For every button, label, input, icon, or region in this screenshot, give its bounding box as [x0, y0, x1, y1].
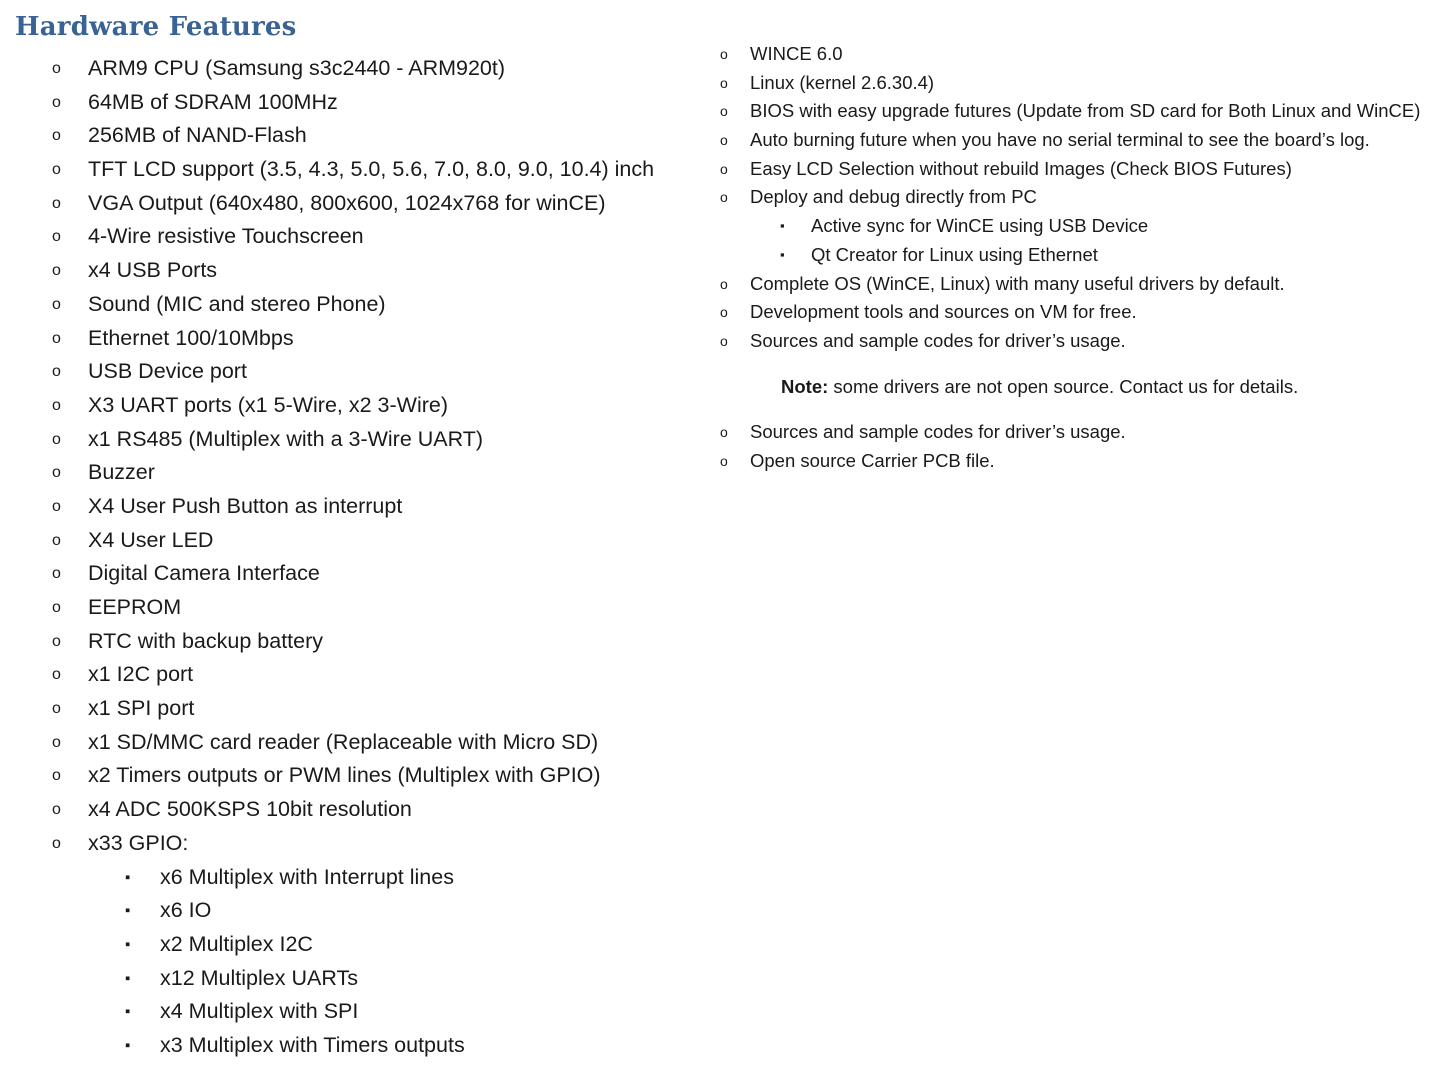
list-item	[0, 759, 700, 793]
list-item	[700, 97, 1440, 126]
list-item	[0, 355, 700, 389]
circle-bullet-icon: o	[720, 160, 728, 177]
list-item	[0, 827, 700, 861]
list-item	[0, 423, 700, 457]
circle-bullet-icon: o	[52, 430, 61, 448]
sub-list-item	[0, 928, 700, 962]
list-item-text: Qt Creator for Linux using Ethernet	[811, 243, 1098, 265]
circle-bullet-icon: o	[52, 295, 61, 313]
list-item-text: BIOS with easy upgrade futures (Update from SD card for Both Linux and WinCE)	[750, 100, 1421, 122]
circle-bullet-icon: o	[52, 262, 61, 280]
list-item	[0, 288, 700, 322]
list-item	[0, 524, 700, 558]
list-item-text: x3 Multiplex with Timers outputs	[160, 1032, 465, 1057]
list-item	[0, 220, 700, 254]
circle-bullet-icon: o	[52, 531, 61, 549]
list-item-text: WINCE 6.0	[750, 43, 843, 64]
list-item	[700, 327, 1440, 356]
list-item-text: Linux (kernel 2.6.30.4)	[750, 71, 935, 93]
list-item-text: Buzzer	[88, 460, 155, 485]
circle-bullet-icon: o	[52, 464, 61, 482]
list-item	[700, 183, 1440, 212]
list-item	[700, 270, 1440, 299]
list-item-text: x4 ADC 500KSPS 10bit resolution	[88, 797, 412, 822]
list-item-text: x6 IO	[160, 898, 212, 923]
list-item-text: x4 USB Ports	[88, 258, 218, 283]
square-bullet-icon: ▪	[125, 868, 131, 886]
circle-bullet-icon: o	[52, 666, 61, 684]
list-item-text: RTC with backup battery	[88, 628, 324, 653]
circle-bullet-icon: o	[52, 228, 61, 246]
circle-bullet-icon: o	[52, 194, 61, 212]
sub-list-item	[0, 861, 700, 895]
circle-bullet-icon: o	[720, 132, 728, 149]
circle-bullet-icon: o	[52, 161, 61, 179]
list-item-text: x1 SPI port	[88, 696, 195, 721]
software-features-list	[700, 40, 1440, 476]
square-bullet-icon: ▪	[125, 1036, 131, 1054]
circle-bullet-icon: o	[52, 599, 61, 616]
list-item-text: x6 Multiplex with Interrupt lines	[160, 864, 454, 889]
list-item	[0, 153, 700, 187]
list-item-text: x1 RS485 (Multiplex with a 3-Wire UART)	[88, 426, 484, 451]
list-item-text: X4 User Push Button as interrupt	[88, 493, 403, 518]
circle-bullet-icon: o	[720, 452, 728, 469]
list-item-text: x2 Timers outputs or PWM lines (Multiplex with GPIO)	[88, 763, 601, 788]
sub-list-item	[0, 962, 700, 996]
list-item-text: Ethernet 100/10Mbps	[88, 325, 294, 350]
circle-bullet-icon: o	[52, 700, 61, 718]
circle-bullet-icon: o	[720, 275, 728, 292]
list-item-text: ARM9 CPU (Samsung s3c2440 - ARM920t)	[88, 56, 506, 80]
list-item-text: Open source Carrier PCB file.	[750, 449, 995, 471]
circle-bullet-icon: o	[52, 127, 61, 145]
list-item-text: Sound (MIC and stereo Phone)	[88, 291, 386, 316]
drivers-note	[700, 373, 1440, 402]
circle-bullet-icon: o	[52, 565, 61, 583]
list-item	[0, 119, 700, 153]
list-item-text: 256MB of NAND-Flash	[88, 123, 307, 148]
list-item	[0, 456, 700, 490]
list-item	[700, 298, 1440, 327]
list-item	[0, 692, 700, 726]
list-item-text: x4 Multiplex with SPI	[160, 999, 359, 1024]
list-item-text: Complete OS (WinCE, Linux) with many useful drivers by default.	[750, 272, 1285, 294]
circle-bullet-icon: o	[52, 329, 61, 347]
circle-bullet-icon: o	[720, 424, 728, 441]
list-item	[0, 793, 700, 827]
list-item-text: Deploy and debug directly from PC	[750, 186, 1037, 208]
list-item	[0, 726, 700, 760]
list-item	[0, 591, 700, 625]
square-bullet-icon: ▪	[780, 218, 785, 234]
list-item-text: x1 I2C port	[88, 662, 194, 687]
circle-bullet-icon: o	[720, 46, 728, 62]
list-item-text: EEPROM	[88, 595, 182, 619]
circle-bullet-icon: o	[720, 304, 728, 321]
list-item-text: Auto burning future when you have no serial terminal to see the board’s log.	[750, 129, 1370, 151]
list-item	[700, 69, 1440, 98]
circle-bullet-icon: o	[52, 801, 61, 819]
circle-bullet-icon: o	[720, 189, 728, 206]
circle-bullet-icon: o	[52, 632, 61, 650]
sub-list-item	[0, 995, 700, 1029]
note-label: Note:	[781, 375, 829, 397]
square-bullet-icon: ▪	[125, 935, 131, 953]
list-item-text: x33 GPIO:	[88, 830, 189, 855]
list-item	[700, 126, 1440, 155]
list-item	[700, 418, 1440, 447]
sub-list-item	[0, 894, 700, 928]
list-item-text: x1 SD/MMC card reader (Replaceable with Micro SD)	[88, 729, 599, 754]
list-item	[0, 52, 700, 86]
circle-bullet-icon: o	[52, 834, 61, 852]
list-item-text: x2 Multiplex I2C	[160, 931, 313, 956]
square-bullet-icon: ▪	[125, 1003, 131, 1021]
circle-bullet-icon: o	[720, 332, 728, 349]
list-item-text: X3 UART ports (x1 5-Wire, x2 3-Wire)	[88, 392, 448, 417]
hardware-features-list	[0, 52, 700, 1063]
list-item-text: Development tools and sources on VM for free.	[750, 301, 1137, 323]
list-item	[0, 86, 700, 120]
list-item-text: Easy LCD Selection without rebuild Images (Check BIOS Futures)	[750, 157, 1292, 179]
sub-list-item	[700, 241, 1440, 270]
list-item-text: TFT LCD support (3.5, 4.3, 5.0, 5.6, 7.0, 8.0, 9.0, 10.4) inch	[88, 157, 655, 182]
circle-bullet-icon: o	[52, 497, 61, 515]
list-item-text: Sources and sample codes for driver’s usage.	[750, 329, 1126, 351]
sub-list-item	[700, 212, 1440, 241]
list-item-text: USB Device port	[88, 359, 247, 384]
circle-bullet-icon: o	[52, 396, 61, 414]
list-item-text: X4 User LED	[88, 527, 214, 552]
square-bullet-icon: ▪	[780, 246, 785, 262]
list-item-text: Active sync for WinCE using USB Device	[811, 215, 1149, 237]
circle-bullet-icon: o	[720, 74, 728, 91]
list-item	[0, 254, 700, 288]
circle-bullet-icon: o	[52, 363, 61, 381]
square-bullet-icon: ▪	[125, 902, 131, 920]
note-text: some drivers are not open source. Contact us for details.	[828, 375, 1299, 397]
list-item	[700, 155, 1440, 184]
list-item-text: x12 Multiplex UARTs	[160, 965, 358, 990]
list-item	[700, 447, 1440, 476]
list-item-text: 64MB of SDRAM 100MHz	[88, 89, 338, 114]
list-item-text: Digital Camera Interface	[88, 561, 320, 586]
square-bullet-icon: ▪	[125, 969, 131, 987]
page-title: Hardware Features	[15, 12, 297, 42]
list-item	[700, 40, 1440, 69]
sub-list-item	[0, 1029, 700, 1063]
list-item-text: VGA Output (640x480, 800x600, 1024x768 for winCE)	[88, 190, 606, 215]
circle-bullet-icon: o	[52, 93, 61, 111]
list-item	[0, 557, 700, 591]
list-item	[0, 322, 700, 356]
list-item-text: 4-Wire resistive Touchscreen	[88, 224, 364, 249]
list-item-text: Sources and sample codes for driver’s usage.	[750, 421, 1126, 443]
circle-bullet-icon: o	[52, 767, 61, 785]
list-item	[0, 187, 700, 221]
list-item	[0, 658, 700, 692]
circle-bullet-icon: o	[52, 733, 61, 751]
circle-bullet-icon: o	[52, 60, 61, 77]
list-item	[0, 389, 700, 423]
list-item	[0, 490, 700, 524]
list-item	[0, 625, 700, 659]
circle-bullet-icon: o	[720, 103, 728, 120]
